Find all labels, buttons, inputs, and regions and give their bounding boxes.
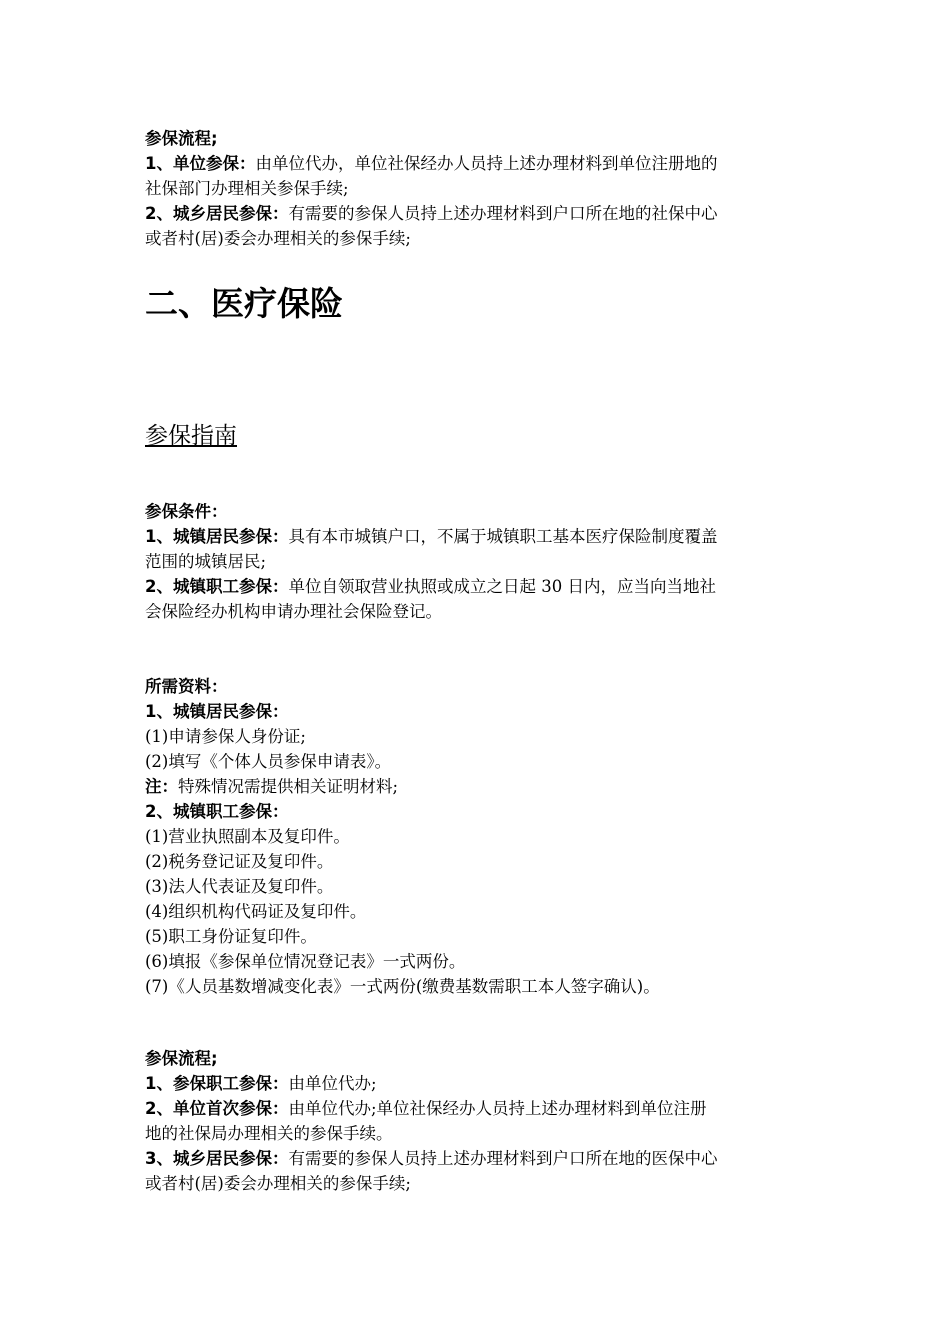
flow-item-1 [145, 151, 810, 176]
condition-item-1-cont: 范围的城镇居民; [145, 552, 267, 571]
conditions-title: 参保条件： [145, 502, 228, 521]
flow-item-3 [145, 1146, 810, 1171]
materials-group-2-label: 2、城镇职工参保： [145, 802, 289, 821]
flow-item-text: 由单位代办，单位社保经办人员持上述办理材料到单位注册地的 [255, 154, 718, 173]
materials-list-item: (2)填写《个体人员参保申请表》。 [145, 752, 392, 771]
condition-item-1 [145, 524, 810, 549]
flow-item-text: 由单位代办; [288, 1074, 377, 1093]
materials-title: 所需资料： [145, 677, 228, 696]
flow-item-1 [145, 1071, 810, 1096]
flow-item-2 [145, 1096, 810, 1121]
materials-group-1-label: 1、城镇居民参保： [145, 702, 289, 721]
materials-list-item: (1)营业执照副本及复印件。 [145, 827, 350, 846]
materials-list-item: (3)法人代表证及复印件。 [145, 877, 334, 896]
condition-item-text: 单位自领取营业执照或成立之日起 30 日内，应当向当地社 [288, 577, 716, 596]
conditions-section [145, 499, 810, 624]
condition-item-text: 具有本市城镇户口，不属于城镇职工基本医疗保险制度覆盖 [288, 527, 718, 546]
materials-list-item: (6)填报《参保单位情况登记表》一式两份。 [145, 952, 466, 971]
subheading-guide: 参保指南 [145, 423, 237, 449]
flow-item-1-cont: 社保部门办理相关参保手续; [145, 179, 349, 198]
flow-item-label: 1、单位参保： [145, 154, 256, 173]
flow-item-2-cont: 或者村(居)委会办理相关的参保手续; [145, 229, 411, 248]
flow-title: 参保流程; [145, 1049, 218, 1068]
condition-item-2-cont: 会保险经办机构申请办理社会保险登记。 [145, 602, 442, 621]
section-heading-medical-insurance: 二、医疗保险 [145, 284, 343, 323]
condition-item-label: 1、城镇居民参保： [145, 527, 289, 546]
flow-item-label: 2、城乡居民参保： [145, 204, 289, 223]
materials-note [145, 774, 810, 799]
flow-item-text: 有需要的参保人员持上述办理材料到户口所在地的社保中心 [288, 204, 718, 223]
flow-item-label: 1、参保职工参保： [145, 1074, 289, 1093]
condition-item-label: 2、城镇职工参保： [145, 577, 289, 596]
materials-list-item: (5)职工身份证复印件。 [145, 927, 317, 946]
note-label: 注： [145, 777, 178, 796]
flow-item-3-cont: 或者村(居)委会办理相关的参保手续; [145, 1174, 411, 1193]
flow-item-2-cont: 地的社保局办理相关的参保手续。 [145, 1124, 393, 1143]
flow-item-label: 3、城乡居民参保： [145, 1149, 289, 1168]
materials-list-item: (7)《人员基数增减变化表》一式两份(缴费基数需职工本人签字确认)。 [145, 977, 660, 996]
flow-title: 参保流程; [145, 129, 218, 148]
flow-item-2 [145, 201, 810, 226]
condition-item-2 [145, 574, 810, 599]
note-text: 特殊情况需提供相关证明材料; [178, 777, 399, 796]
medical-flow-section [145, 1046, 810, 1196]
materials-list-item: (1)申请参保人身份证; [145, 727, 306, 746]
flow-item-label: 2、单位首次参保： [145, 1099, 289, 1118]
pension-flow-section [145, 126, 810, 251]
materials-list-item: (4)组织机构代码证及复印件。 [145, 902, 367, 921]
materials-list-item: (2)税务登记证及复印件。 [145, 852, 334, 871]
flow-item-text: 由单位代办;单位社保经办人员持上述办理材料到单位注册 [288, 1099, 707, 1118]
flow-item-text: 有需要的参保人员持上述办理材料到户口所在地的医保中心 [288, 1149, 718, 1168]
materials-section [145, 674, 810, 999]
